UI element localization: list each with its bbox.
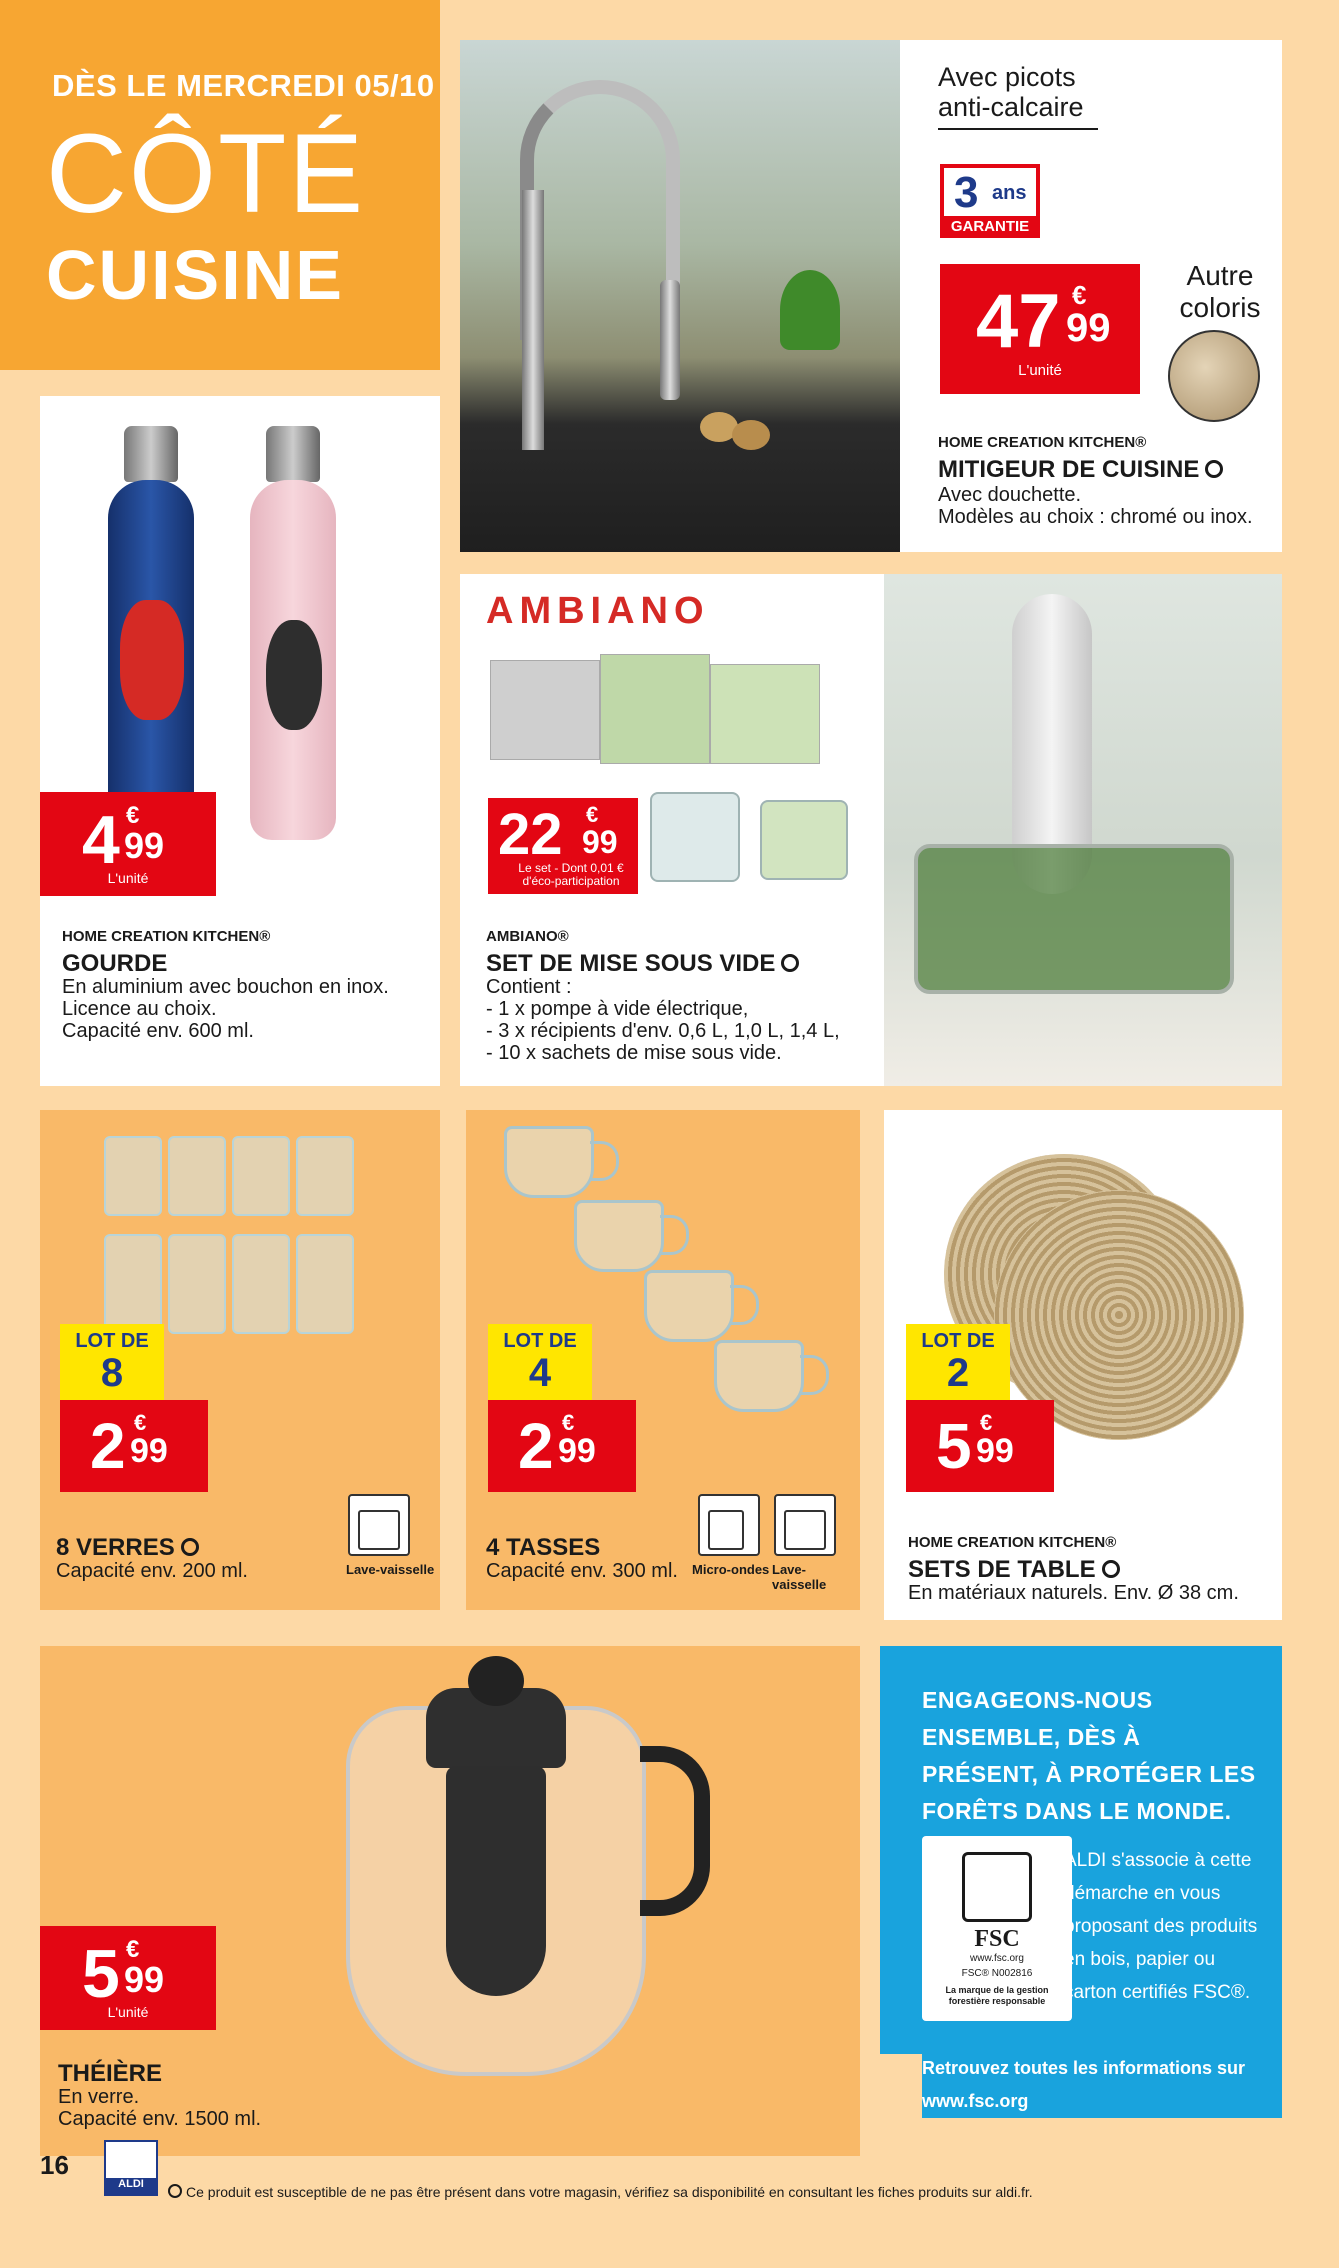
mitigeur-photo bbox=[460, 40, 900, 552]
availability-icon bbox=[781, 954, 799, 972]
price-unit: L'unité bbox=[107, 2004, 149, 2020]
footer-disclaimer: Ce produit est susceptible de ne pas être présent dans votre magasin, vérifiez sa disponibilité en consultant les fiches produits sur aldi.fr. bbox=[168, 2184, 1033, 2200]
gourde-name: GOURDE bbox=[62, 950, 168, 977]
faucet-body bbox=[522, 190, 544, 450]
cup bbox=[574, 1200, 664, 1272]
fsc-logo bbox=[922, 1836, 1072, 2021]
theiere-desc: En verre. Capacité env. 1500 ml. bbox=[58, 2086, 262, 2130]
lot-count: 2 bbox=[946, 1351, 970, 1395]
verres-desc: Capacité env. 200 ml. bbox=[56, 1560, 248, 1582]
glass bbox=[104, 1136, 162, 1216]
faucet-spout bbox=[520, 80, 680, 340]
header-banner bbox=[0, 0, 440, 370]
price-currency: € bbox=[126, 1936, 140, 1963]
fsc-body: ALDI s'associe à cette démarche en vous proposant des produits en bois, papier ou carton certifiés FSC®. bbox=[1064, 1850, 1258, 2003]
food-container bbox=[914, 844, 1234, 994]
fsc-logo-caption: La marque de la gestion forestière responsable bbox=[945, 1985, 1049, 2006]
price-main: 47 bbox=[976, 279, 1061, 364]
container-small bbox=[650, 792, 740, 882]
lot-label: LOT DE bbox=[75, 1330, 149, 1352]
price-main: 5 bbox=[82, 1936, 120, 2012]
product-card-mitigeur[interactable] bbox=[460, 40, 1282, 552]
fsc-logo-code: FSC® N002816 bbox=[961, 1968, 1033, 1979]
header-title: CÔTÉ bbox=[46, 111, 366, 236]
price-main: 2 bbox=[518, 1410, 554, 1482]
availability-icon bbox=[168, 2184, 182, 2198]
sets-table-price-tag bbox=[906, 1400, 1054, 1492]
fsc-footer[interactable]: Retrouvez toutes les informations sur www.fsc.org bbox=[922, 2052, 1282, 2118]
vacuum-bag-3 bbox=[710, 664, 820, 764]
availability-icon bbox=[1205, 460, 1223, 478]
price-cents: 99 bbox=[124, 825, 165, 866]
cup bbox=[644, 1270, 734, 1342]
price-cents: 99 bbox=[558, 1432, 596, 1470]
price-main: 4 bbox=[82, 802, 120, 878]
dishwasher-icon bbox=[348, 1494, 410, 1556]
lot-badge bbox=[60, 1324, 164, 1400]
price-currency: € bbox=[562, 1410, 575, 1435]
aldi-logo bbox=[104, 2140, 158, 2196]
lot-label: LOT DE bbox=[921, 1330, 995, 1352]
glass bbox=[232, 1136, 290, 1216]
price-currency: € bbox=[126, 802, 140, 829]
bottle-cap-blue bbox=[124, 426, 178, 482]
header-subtitle: CUISINE bbox=[46, 236, 344, 314]
price-main: 2 bbox=[90, 1410, 126, 1482]
bottle-cap-pink bbox=[266, 426, 320, 482]
dishwasher-label: Lave-vaisselle bbox=[772, 1562, 827, 1592]
glass bbox=[104, 1234, 162, 1334]
ambiano-logo: AMBIANO bbox=[486, 590, 710, 632]
faucet-head bbox=[660, 280, 680, 400]
bottle-pink bbox=[250, 480, 336, 840]
tasses-name: 4 TASSES bbox=[486, 1534, 601, 1561]
microwave-label: Micro-ondes bbox=[692, 1562, 770, 1577]
gourde-desc: En aluminium avec bouchon en inox. Licence au choix. Capacité env. 600 ml. bbox=[62, 976, 389, 1042]
lot-count: 8 bbox=[100, 1351, 124, 1395]
header-date: DÈS LE MERCREDI 05/10 bbox=[52, 68, 435, 103]
warranty-badge bbox=[940, 164, 1040, 238]
price-main: 5 bbox=[936, 1410, 972, 1482]
price-main: 22 bbox=[498, 802, 563, 867]
glass bbox=[296, 1136, 354, 1216]
product-card-gourde[interactable] bbox=[40, 396, 440, 1086]
glass bbox=[168, 1234, 226, 1334]
mitigeur-feature: Avec picots anti-calcaire bbox=[938, 62, 1084, 122]
microwave-icon bbox=[698, 1494, 760, 1556]
fsc-logo-text: FSC bbox=[974, 1926, 1020, 1952]
tea-infuser bbox=[446, 1766, 546, 1996]
vacuum-bag-1 bbox=[490, 660, 600, 760]
price-cents: 99 bbox=[130, 1432, 168, 1470]
sets-table-brand: HOME CREATION KITCHEN® bbox=[908, 1534, 1117, 1551]
dishwasher-label: Lave-vaisselle bbox=[346, 1562, 435, 1577]
fsc-panel bbox=[880, 1646, 1282, 2054]
verres-name: 8 VERRES bbox=[56, 1534, 199, 1562]
herb-pot bbox=[780, 270, 840, 350]
glass bbox=[232, 1234, 290, 1334]
fsc-logo-url: www.fsc.org bbox=[970, 1953, 1024, 1964]
vacuum-bag-2 bbox=[600, 654, 710, 764]
gourde-price-tag bbox=[40, 792, 216, 896]
lot-badge bbox=[906, 1324, 1010, 1400]
lot-badge bbox=[488, 1324, 592, 1400]
page-number: 16 bbox=[40, 2150, 69, 2180]
callout-line bbox=[938, 128, 1098, 130]
warranty-label: GARANTIE bbox=[950, 218, 1030, 235]
aldi-logo-text: ALDI bbox=[106, 2178, 156, 2194]
other-colors-label: Autre coloris bbox=[1179, 260, 1261, 323]
price-unit: L'unité bbox=[107, 870, 149, 886]
potato-2 bbox=[732, 420, 770, 450]
availability-icon bbox=[1102, 1560, 1120, 1578]
price-cents: 99 bbox=[1066, 306, 1111, 350]
mitigeur-price-tag bbox=[940, 264, 1140, 394]
price-unit: L'unité bbox=[1018, 362, 1062, 379]
price-cents: 99 bbox=[976, 1432, 1014, 1470]
price-currency: € bbox=[1072, 280, 1087, 310]
lot-label: LOT DE bbox=[503, 1330, 577, 1352]
tasses-price-tag bbox=[488, 1400, 636, 1492]
teapot-handle bbox=[640, 1746, 710, 1916]
product-card-theiere[interactable] bbox=[40, 1646, 860, 2156]
teapot-knob bbox=[468, 1656, 524, 1706]
tree-check-icon bbox=[962, 1852, 1032, 1922]
availability-icon bbox=[181, 1538, 199, 1556]
price-cents: 99 bbox=[582, 824, 618, 860]
product-card-verres[interactable] bbox=[40, 1110, 440, 1610]
dishwasher-icon bbox=[774, 1494, 836, 1556]
lot-count: 4 bbox=[528, 1351, 552, 1395]
container-medium bbox=[760, 800, 848, 880]
price-currency: € bbox=[586, 802, 599, 827]
mitigeur-name: MITIGEUR DE CUISINE bbox=[938, 456, 1223, 484]
price-currency: € bbox=[980, 1410, 993, 1435]
product-card-sets-table[interactable] bbox=[884, 1110, 1282, 1620]
cup bbox=[504, 1126, 594, 1198]
sous-vide-brand: AMBIANO® bbox=[486, 928, 569, 945]
theiere-name: THÉIÈRE bbox=[58, 2060, 163, 2087]
product-card-tasses[interactable] bbox=[466, 1110, 860, 1610]
glass bbox=[168, 1136, 226, 1216]
product-card-sous-vide[interactable] bbox=[460, 574, 1282, 1086]
sous-vide-desc: Contient : - 1 x pompe à vide électrique, - 3 x récipients d'env. 0,6 L, 1,0 L, 1,4 L, - 10 x sachets de mise sous vide. bbox=[486, 976, 840, 1064]
price-cents: 99 bbox=[124, 1959, 165, 2000]
glass bbox=[296, 1234, 354, 1334]
sets-table-name: SETS DE TABLE bbox=[908, 1556, 1120, 1584]
cup bbox=[714, 1340, 804, 1412]
sous-vide-price-tag bbox=[488, 798, 638, 894]
color-swatch[interactable] bbox=[1168, 330, 1260, 422]
price-unit: Le set - Dont 0,01 € d'éco-participation bbox=[518, 861, 624, 888]
bottle-blue bbox=[108, 480, 194, 840]
theiere-price-tag bbox=[40, 1926, 216, 2030]
gourde-brand: HOME CREATION KITCHEN® bbox=[62, 928, 271, 945]
verres-price-tag bbox=[60, 1400, 208, 1492]
tasses-desc: Capacité env. 300 ml. bbox=[486, 1560, 678, 1582]
sous-vide-name: SET DE MISE SOUS VIDE bbox=[486, 950, 799, 978]
sets-table-desc: En matériaux naturels. Env. Ø 38 cm. bbox=[908, 1582, 1239, 1604]
mitigeur-brand: HOME CREATION KITCHEN® bbox=[938, 434, 1147, 451]
sous-vide-photo bbox=[884, 574, 1282, 1086]
mitigeur-desc: Avec douchette. Modèles au choix : chromé ou inox. bbox=[938, 484, 1253, 528]
warranty-number: 3 bbox=[954, 168, 979, 217]
fsc-headline: ENGAGEONS-NOUS ENSEMBLE, DÈS À PRÉSENT, À PROTÉGER LES FORÊTS DANS LE MONDE. bbox=[922, 1687, 1256, 1824]
warranty-unit: ans bbox=[992, 182, 1027, 204]
price-currency: € bbox=[134, 1410, 147, 1435]
